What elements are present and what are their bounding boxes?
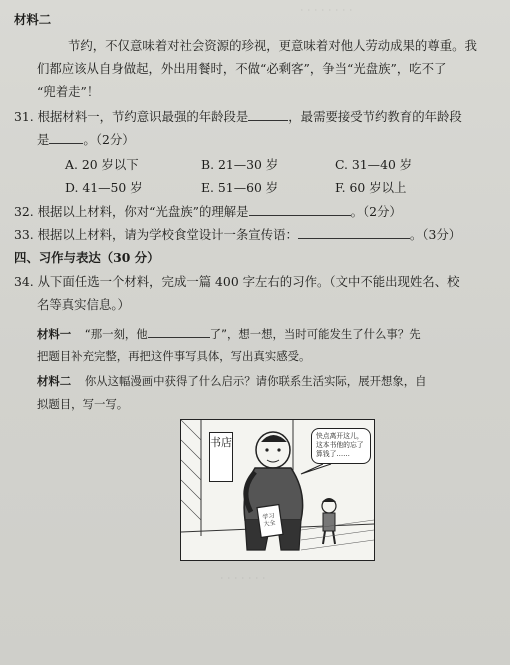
q31-option-c: C. 31—40 岁	[335, 157, 413, 172]
q34-line2: 名等真实信息。）	[37, 297, 130, 312]
q31-option-b: B. 21—30 岁	[201, 157, 279, 172]
q34-material1-line1: 材料一 “那一刻，他 了”，想一想，当时可能发生了什么事？先	[37, 327, 421, 341]
q33-line: 33. 根据以上材料，请为学校食堂设计一条宣传语： 。（3分）	[14, 227, 462, 242]
q34-line1: 34. 从下面任选一个材料，完成一篇 400 字左右的习作。（文中不能出现姓名、校	[14, 274, 460, 289]
q32-blank[interactable]	[249, 203, 351, 216]
bookstore-sign: 书店	[209, 432, 233, 482]
q31-option-a: A. 20 岁以下	[65, 157, 139, 172]
section4-heading: 四、习作与表达（30 分）	[14, 250, 160, 265]
bleed-through-text: ‧ ‧ ‧ ‧ ‧ ‧ ‧ ‧	[300, 4, 353, 17]
q31-blank1[interactable]	[248, 108, 288, 121]
q33-blank[interactable]	[298, 226, 410, 239]
q31-option-e: E. 51—60 岁	[201, 180, 279, 195]
material2-para-line1: 节约，不仅意味着对社会资源的珍视，更意味着对他人劳动成果的尊重。我	[68, 38, 477, 53]
material1-label: 材料一	[37, 327, 72, 341]
q34-blank[interactable]	[148, 325, 210, 338]
q34-material2-line2: 拟题目，写一写。	[37, 397, 129, 411]
q34-material1-line2: 把题目补充完整，再把这件事写具体，写出真实感受。	[37, 349, 311, 363]
material2-para-line2: 们都应该从自身做起，外出用餐时，不做“必剩客”，争当“光盘族”，吃不了	[37, 61, 447, 76]
q31-option-d: D. 41—50 岁	[65, 180, 143, 195]
material2-para-line3: “兜着走”！	[37, 84, 100, 99]
bag-label: 学习大全	[262, 512, 276, 529]
q31-option-f: F. 60 岁以上	[335, 180, 407, 195]
q32-line: 32. 根据以上材料，你对“光盘族”的理解是 。（2分）	[14, 204, 402, 219]
q31-line1: 31. 根据材料一，节约意识最强的年龄段是 ，最需要接受节约教育的年龄段	[14, 109, 462, 124]
material2-title: 材料二	[14, 12, 52, 27]
speech-bubble: 快点离开这儿，这本书他的忘了算钱了……	[311, 428, 371, 464]
material2-label: 材料二	[37, 374, 72, 388]
q34-material2-line1: 材料二 你从这幅漫画中获得了什么启示？请你联系生活实际，展开想象，自	[37, 374, 427, 388]
bleed-through-lower: ‧ ‧ ‧ ‧ ‧ ‧ ‧	[220, 572, 266, 585]
q31-blank2[interactable]	[49, 131, 83, 144]
comic-illustration	[180, 419, 375, 561]
q31-line2: 是 。（2分）	[37, 132, 135, 147]
